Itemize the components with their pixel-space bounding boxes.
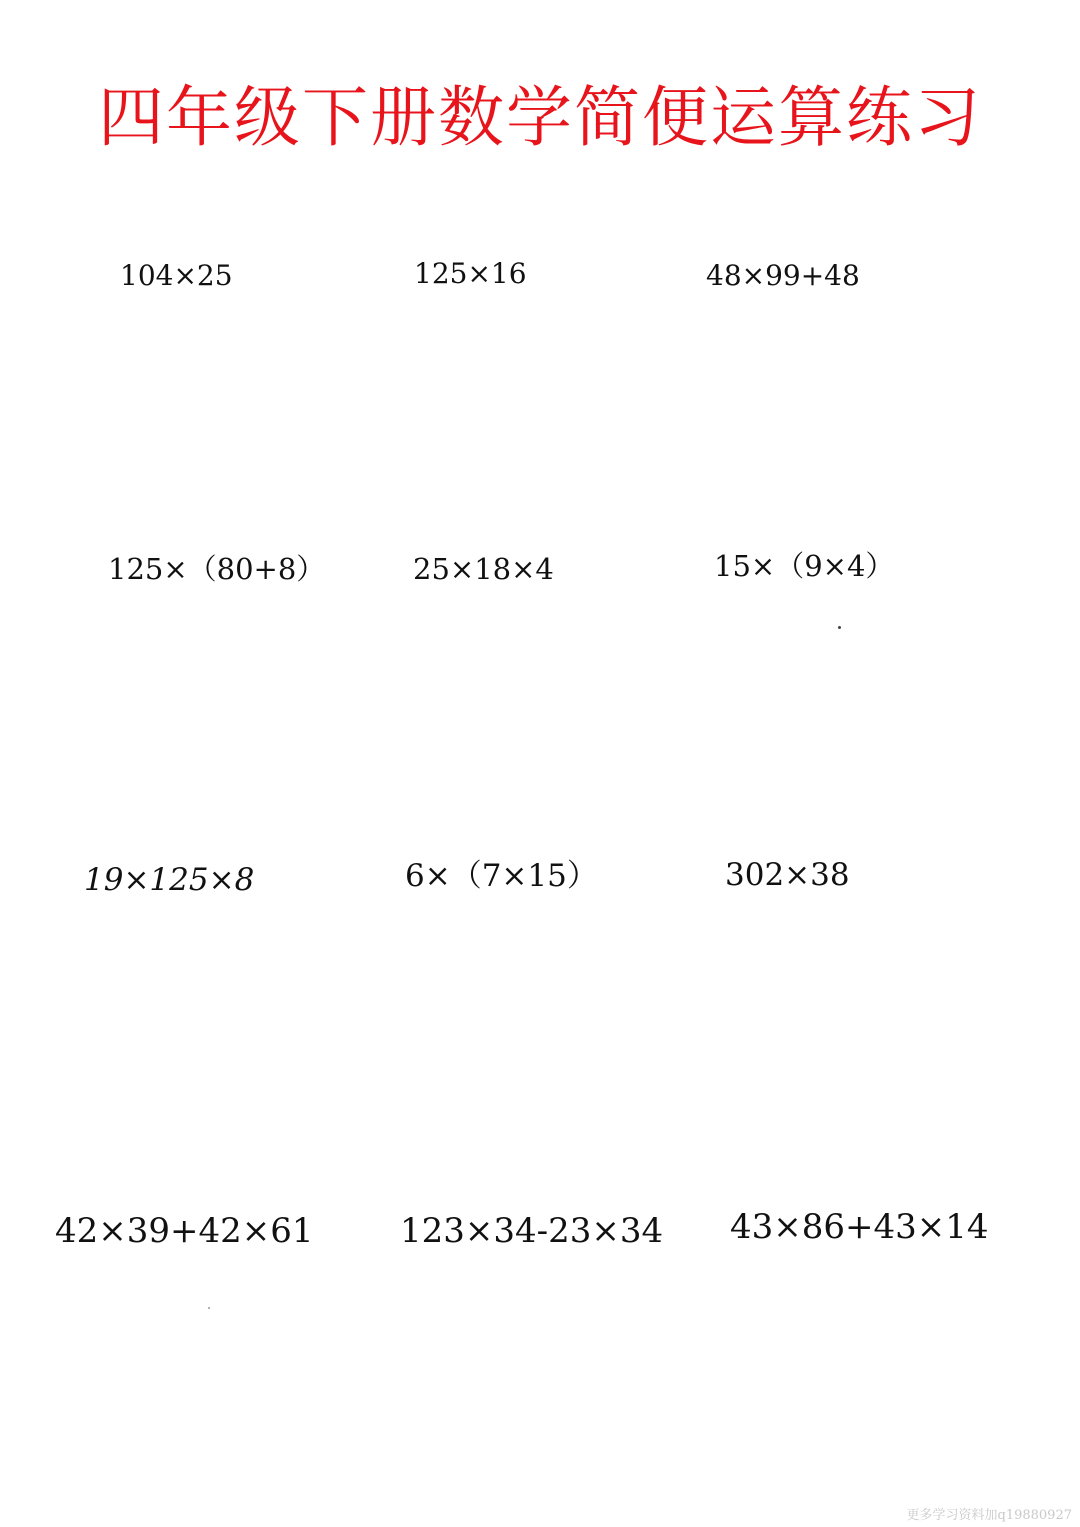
watermark-text: 更多学习资料加q19880927 <box>906 1508 1072 1523</box>
problem-4: 125×（80+8） <box>108 552 326 586</box>
problem-7: 19×125×8 <box>84 862 255 898</box>
problem-9: 302×38 <box>725 857 850 893</box>
problem-12: 43×86+43×14 <box>730 1207 989 1247</box>
problem-6: 15×（9×4） <box>714 549 895 583</box>
problem-11: 123×34-23×34 <box>400 1211 664 1251</box>
problem-10: 42×39+42×61 <box>55 1211 314 1251</box>
problem-3: 48×99+48 <box>706 259 860 292</box>
problem-5: 25×18×4 <box>413 552 554 586</box>
stray-dot <box>208 1307 210 1309</box>
stray-dot <box>838 626 841 629</box>
worksheet-title: 四年级下册数学简便运算练习 <box>98 79 982 156</box>
problem-1: 104×25 <box>120 259 233 292</box>
problem-8: 6×（7×15） <box>405 858 598 894</box>
problem-2: 125×16 <box>414 257 527 290</box>
